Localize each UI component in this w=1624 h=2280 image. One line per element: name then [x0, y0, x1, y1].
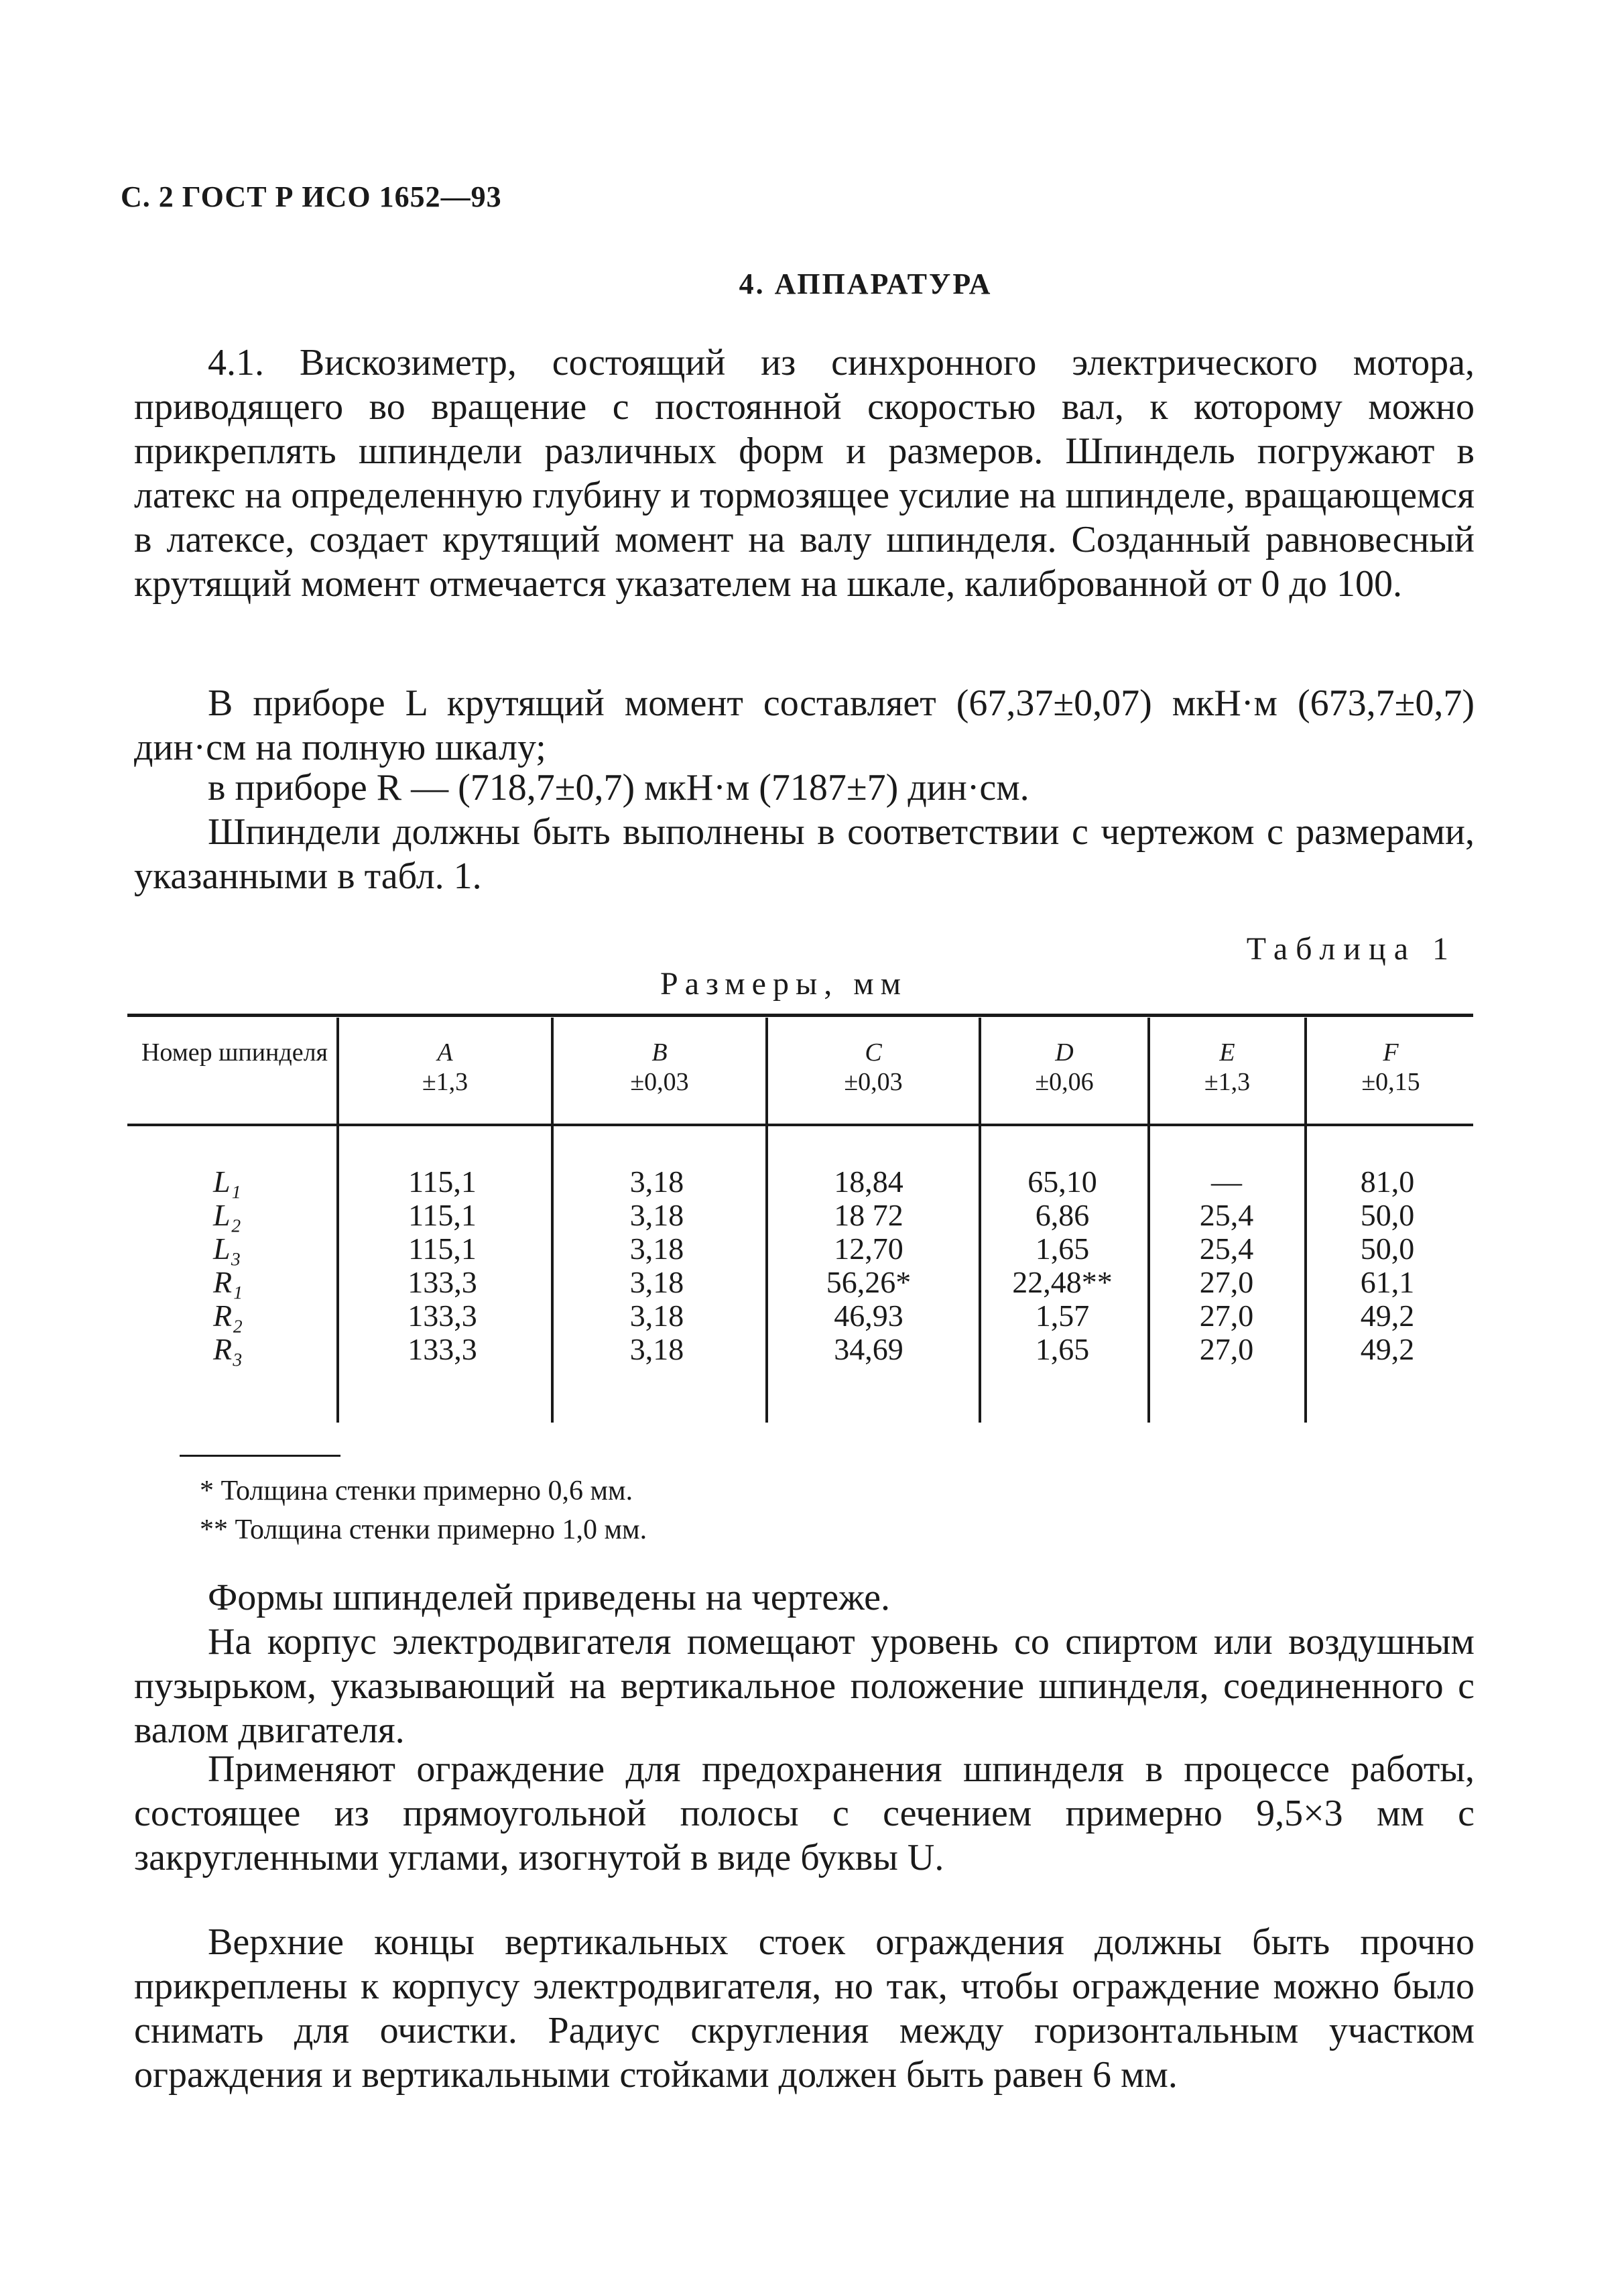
table-cell: — [1211, 1164, 1242, 1199]
paragraph-forms [134, 1575, 1475, 1620]
table-cell: R₃ [213, 1332, 243, 1366]
header-letter: F [1383, 1038, 1399, 1067]
table-cell: 22,48** [1012, 1265, 1113, 1299]
table-cell: 65,10 [1027, 1164, 1097, 1199]
table-cell: 3,18 [629, 1198, 684, 1232]
paragraph-device-l [134, 681, 1475, 770]
column-divider [336, 1126, 339, 1423]
column-e-values [1160, 1165, 1294, 1366]
table-cell: 18 72 [834, 1198, 903, 1232]
header-col-d [981, 1038, 1147, 1097]
paragraph-4-1 [134, 341, 1475, 606]
table-caption: Таблица 1 [1246, 931, 1456, 967]
table-subcaption: Размеры, мм [660, 966, 908, 1002]
paragraph-text: Формы шпинделей приведены на чертеже. [208, 1577, 890, 1618]
table-cell: 133,3 [408, 1332, 477, 1366]
table-cell: 6,86 [1035, 1198, 1090, 1232]
header-col-a [339, 1038, 551, 1097]
table-cell: L₂ [213, 1198, 241, 1232]
paragraph-text: В приборе L крутящий момент составляет (67,37±0,07) мкН·м (673,7±0,7) дин·см на полную шкалу; [134, 682, 1475, 768]
header-col-b [554, 1038, 765, 1097]
table-cell: 27,0 [1199, 1299, 1254, 1333]
table-cell: 3,18 [629, 1232, 684, 1266]
header-letter: D [1055, 1038, 1074, 1067]
column-c-values [802, 1165, 936, 1366]
header-tolerance: ±1,3 [1204, 1068, 1251, 1096]
footnote: * Толщина стенки примерно 0,6 мм. [200, 1476, 633, 1506]
paragraph-level [134, 1620, 1475, 1752]
header-tolerance: ±0,03 [844, 1068, 903, 1096]
table-cell: 81,0 [1360, 1164, 1415, 1199]
table-cell: 12,70 [834, 1232, 903, 1266]
table-cell: 133,3 [408, 1265, 477, 1299]
column-a-values [375, 1165, 509, 1366]
table-cell: 50,0 [1360, 1198, 1415, 1232]
header-col-e [1150, 1038, 1304, 1097]
footnote-rule [180, 1455, 340, 1457]
paragraph-text: Верхние концы вертикальных стоек ограждения должны быть прочно прикреплены к корпусу электродвигателя, но так, чтобы ограждение можно было снимать для очистки. Радиус скругления между горизонтальным участком ограждения и вертикальными стойками должен быть равен 6 мм. [134, 1921, 1475, 2096]
header-tolerance: ±1,3 [422, 1068, 469, 1096]
paragraph-guard [134, 1747, 1475, 1880]
header-col-f [1307, 1038, 1475, 1097]
table-cell: 1,65 [1035, 1332, 1090, 1366]
paragraph-text: Применяют ограждение для предохранения шпинделя в процессе работы, состоящее из прямоугольной полосы с сечением примерно 9,5×3 мм с закругленными углами, изогнутой в виде буквы U. [134, 1748, 1475, 1878]
table-cell: 25,4 [1199, 1198, 1254, 1232]
table-cell: 50,0 [1360, 1232, 1415, 1266]
table-cell: 49,2 [1360, 1332, 1415, 1366]
paragraph-text: Шпиндели должны быть выполнены в соответствии с чертежом с размерами, указанными в табл. 1. [134, 811, 1475, 897]
table-cell: 25,4 [1199, 1232, 1254, 1266]
table-cell: 34,69 [834, 1332, 903, 1366]
header-letter: E [1219, 1038, 1235, 1067]
column-d-values [992, 1165, 1133, 1366]
table-cell: 3,18 [629, 1164, 684, 1199]
paragraph-text: в приборе R — (718,7±0,7) мкН·м (7187±7) дин·см. [208, 767, 1029, 808]
table-cell: 27,0 [1199, 1265, 1254, 1299]
header-letter: A [437, 1038, 453, 1067]
table-cell: 115,1 [408, 1198, 477, 1232]
table-cell: 46,93 [834, 1299, 903, 1333]
header-tolerance: ±0,03 [630, 1068, 689, 1096]
table-cell: 115,1 [408, 1164, 477, 1199]
header-col-c [768, 1038, 979, 1097]
table-cell: 115,1 [408, 1232, 477, 1266]
table-cell: L₁ [213, 1164, 241, 1199]
paragraph-device-r [134, 766, 1475, 810]
table-cell: 3,18 [629, 1332, 684, 1366]
table-cell: 61,1 [1360, 1265, 1415, 1299]
table-cell: 3,18 [629, 1265, 684, 1299]
table-cell: 56,26* [826, 1265, 912, 1299]
column-f-values [1320, 1165, 1454, 1366]
paragraph-text: 4.1. Вискозиметр, состоящий из синхронного электрического мотора, приводящего во вращение с постоянной скоростью вал, к которому можно прикреплять шпиндели различных форм и размеров. Шпиндель погружают в латекс на определенную глубину и тормозящее усилие на шпинделе, вращающемся в латексе, создает крутящий момент на валу шпинделя. Созданный равновесный крутящий момент отмечается указателем на шкале, калиброванной от 0 до 100. [134, 342, 1475, 605]
table-cell: 18,84 [834, 1164, 903, 1199]
table-cell: R₁ [213, 1265, 243, 1299]
table-cell: 27,0 [1199, 1332, 1254, 1366]
table-cell: 49,2 [1360, 1299, 1415, 1333]
header-tolerance: ±0,06 [1035, 1068, 1094, 1096]
table-cell: R₂ [213, 1299, 243, 1333]
paragraph-spindles [134, 810, 1475, 898]
header-letter: B [651, 1038, 668, 1067]
paragraph-guard-mount [134, 1920, 1475, 2097]
table-cell: 133,3 [408, 1299, 477, 1333]
header-tolerance: ±0,15 [1361, 1068, 1420, 1096]
page-header: С. 2 ГОСТ Р ИСО 1652—93 [121, 180, 502, 213]
column-spindle-names [213, 1165, 267, 1366]
footnotes [200, 1472, 647, 1549]
table-cell: 1,57 [1035, 1299, 1090, 1333]
section-title: 4. АППАРАТУРА [739, 267, 993, 300]
table-cell: 3,18 [629, 1299, 684, 1333]
table-top-rule [127, 1014, 1473, 1017]
header-letter: C [865, 1038, 882, 1067]
column-b-values [590, 1165, 724, 1366]
table-header-rule [127, 1124, 1473, 1126]
footnote: ** Толщина стенки примерно 1,0 мм. [200, 1514, 647, 1545]
paragraph-text: На корпус электродвигателя помещают уровень со спиртом или воздушным пузырьком, указывающий на вертикальное положение шпинделя, соединенного с валом двигателя. [134, 1621, 1475, 1751]
header-spindle-number: Номер шпинделя [141, 1038, 328, 1067]
table-cell: L₃ [213, 1232, 241, 1266]
table-cell: 1,65 [1035, 1232, 1090, 1266]
